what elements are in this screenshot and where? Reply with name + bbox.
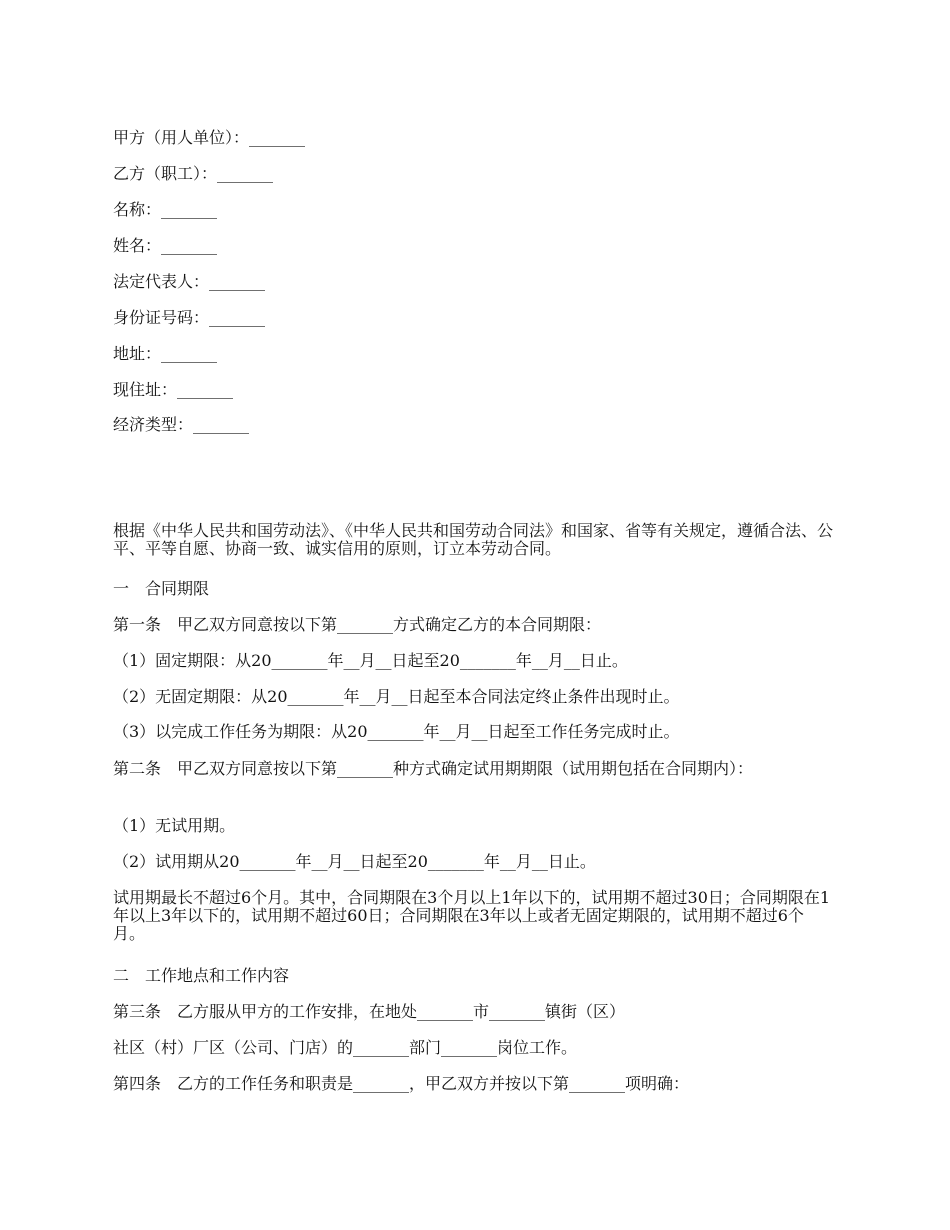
section-1-heading: 一 合同期限 [113, 579, 210, 598]
economic-type-field: 经济类型：_______ [113, 415, 250, 434]
party-b-field: 乙方（职工）：_______ [113, 164, 274, 183]
probation-note: 试用期最长不超过6个月。其中，合同期限在3个月以上1年以下的，试用期不超过30日；合同期限在1年以上3年以下的，试用期不超过60日；合同期限在3年以上或者无固定期限的，试用期不超过6个月。 [113, 888, 831, 943]
article-4: 第四条 乙方的工作任务和职责是_______，甲乙双方并按以下第_______项明确： [113, 1074, 690, 1093]
legal-rep-field: 法定代表人：_______ [113, 272, 266, 291]
article-1-option-1: （1）固定期限：从20_______年__月__日起至20_______年__月__日止。 [113, 651, 628, 670]
section-2-heading: 二 工作地点和工作内容 [113, 966, 290, 985]
article-1-option-3: （3）以完成工作任务为期限：从20_______年__月__日起至工作任务完成时止。 [113, 722, 680, 741]
article-3: 第三条 乙方服从甲方的工作安排，在地处_______市_______镇街（区） [113, 1002, 626, 1021]
party-a-field: 甲方（用人单位）：_______ [113, 128, 306, 147]
article-2: 第二条 甲乙双方同意按以下第_______种方式确定试用期期限（试用期包括在合同期内）： [113, 759, 754, 778]
article-2-option-2: （2）试用期从20_______年__月__日起至20_______年__月__日止。 [113, 852, 596, 871]
article-1-option-2: （2）无固定期限：从20_______年__月__日起至本合同法定终止条件出现时止。 [113, 687, 680, 706]
address-field: 地址：_______ [113, 344, 218, 363]
intro-paragraph: 根据《中华人民共和国劳动法》、《中华人民共和国劳动合同法》和国家、省等有关规定，遵循合法、公平、平等自愿、协商一致、诚实信用的原则，订立本劳动合同。 [113, 521, 834, 558]
current-address-field: 现住址：_______ [113, 380, 234, 399]
full-name-field: 姓名：_______ [113, 236, 218, 255]
article-3-continued: 社区（村）厂区（公司、门店）的_______部门_______岗位工作。 [113, 1038, 578, 1057]
document-page [113, 0, 833, 1230]
article-1: 第一条 甲乙双方同意按以下第_______方式确定乙方的本合同期限： [113, 615, 602, 634]
article-2-option-1: （1）无试用期。 [113, 816, 236, 835]
id-number-field: 身份证号码：_______ [113, 308, 266, 327]
name-field: 名称：_______ [113, 200, 218, 219]
